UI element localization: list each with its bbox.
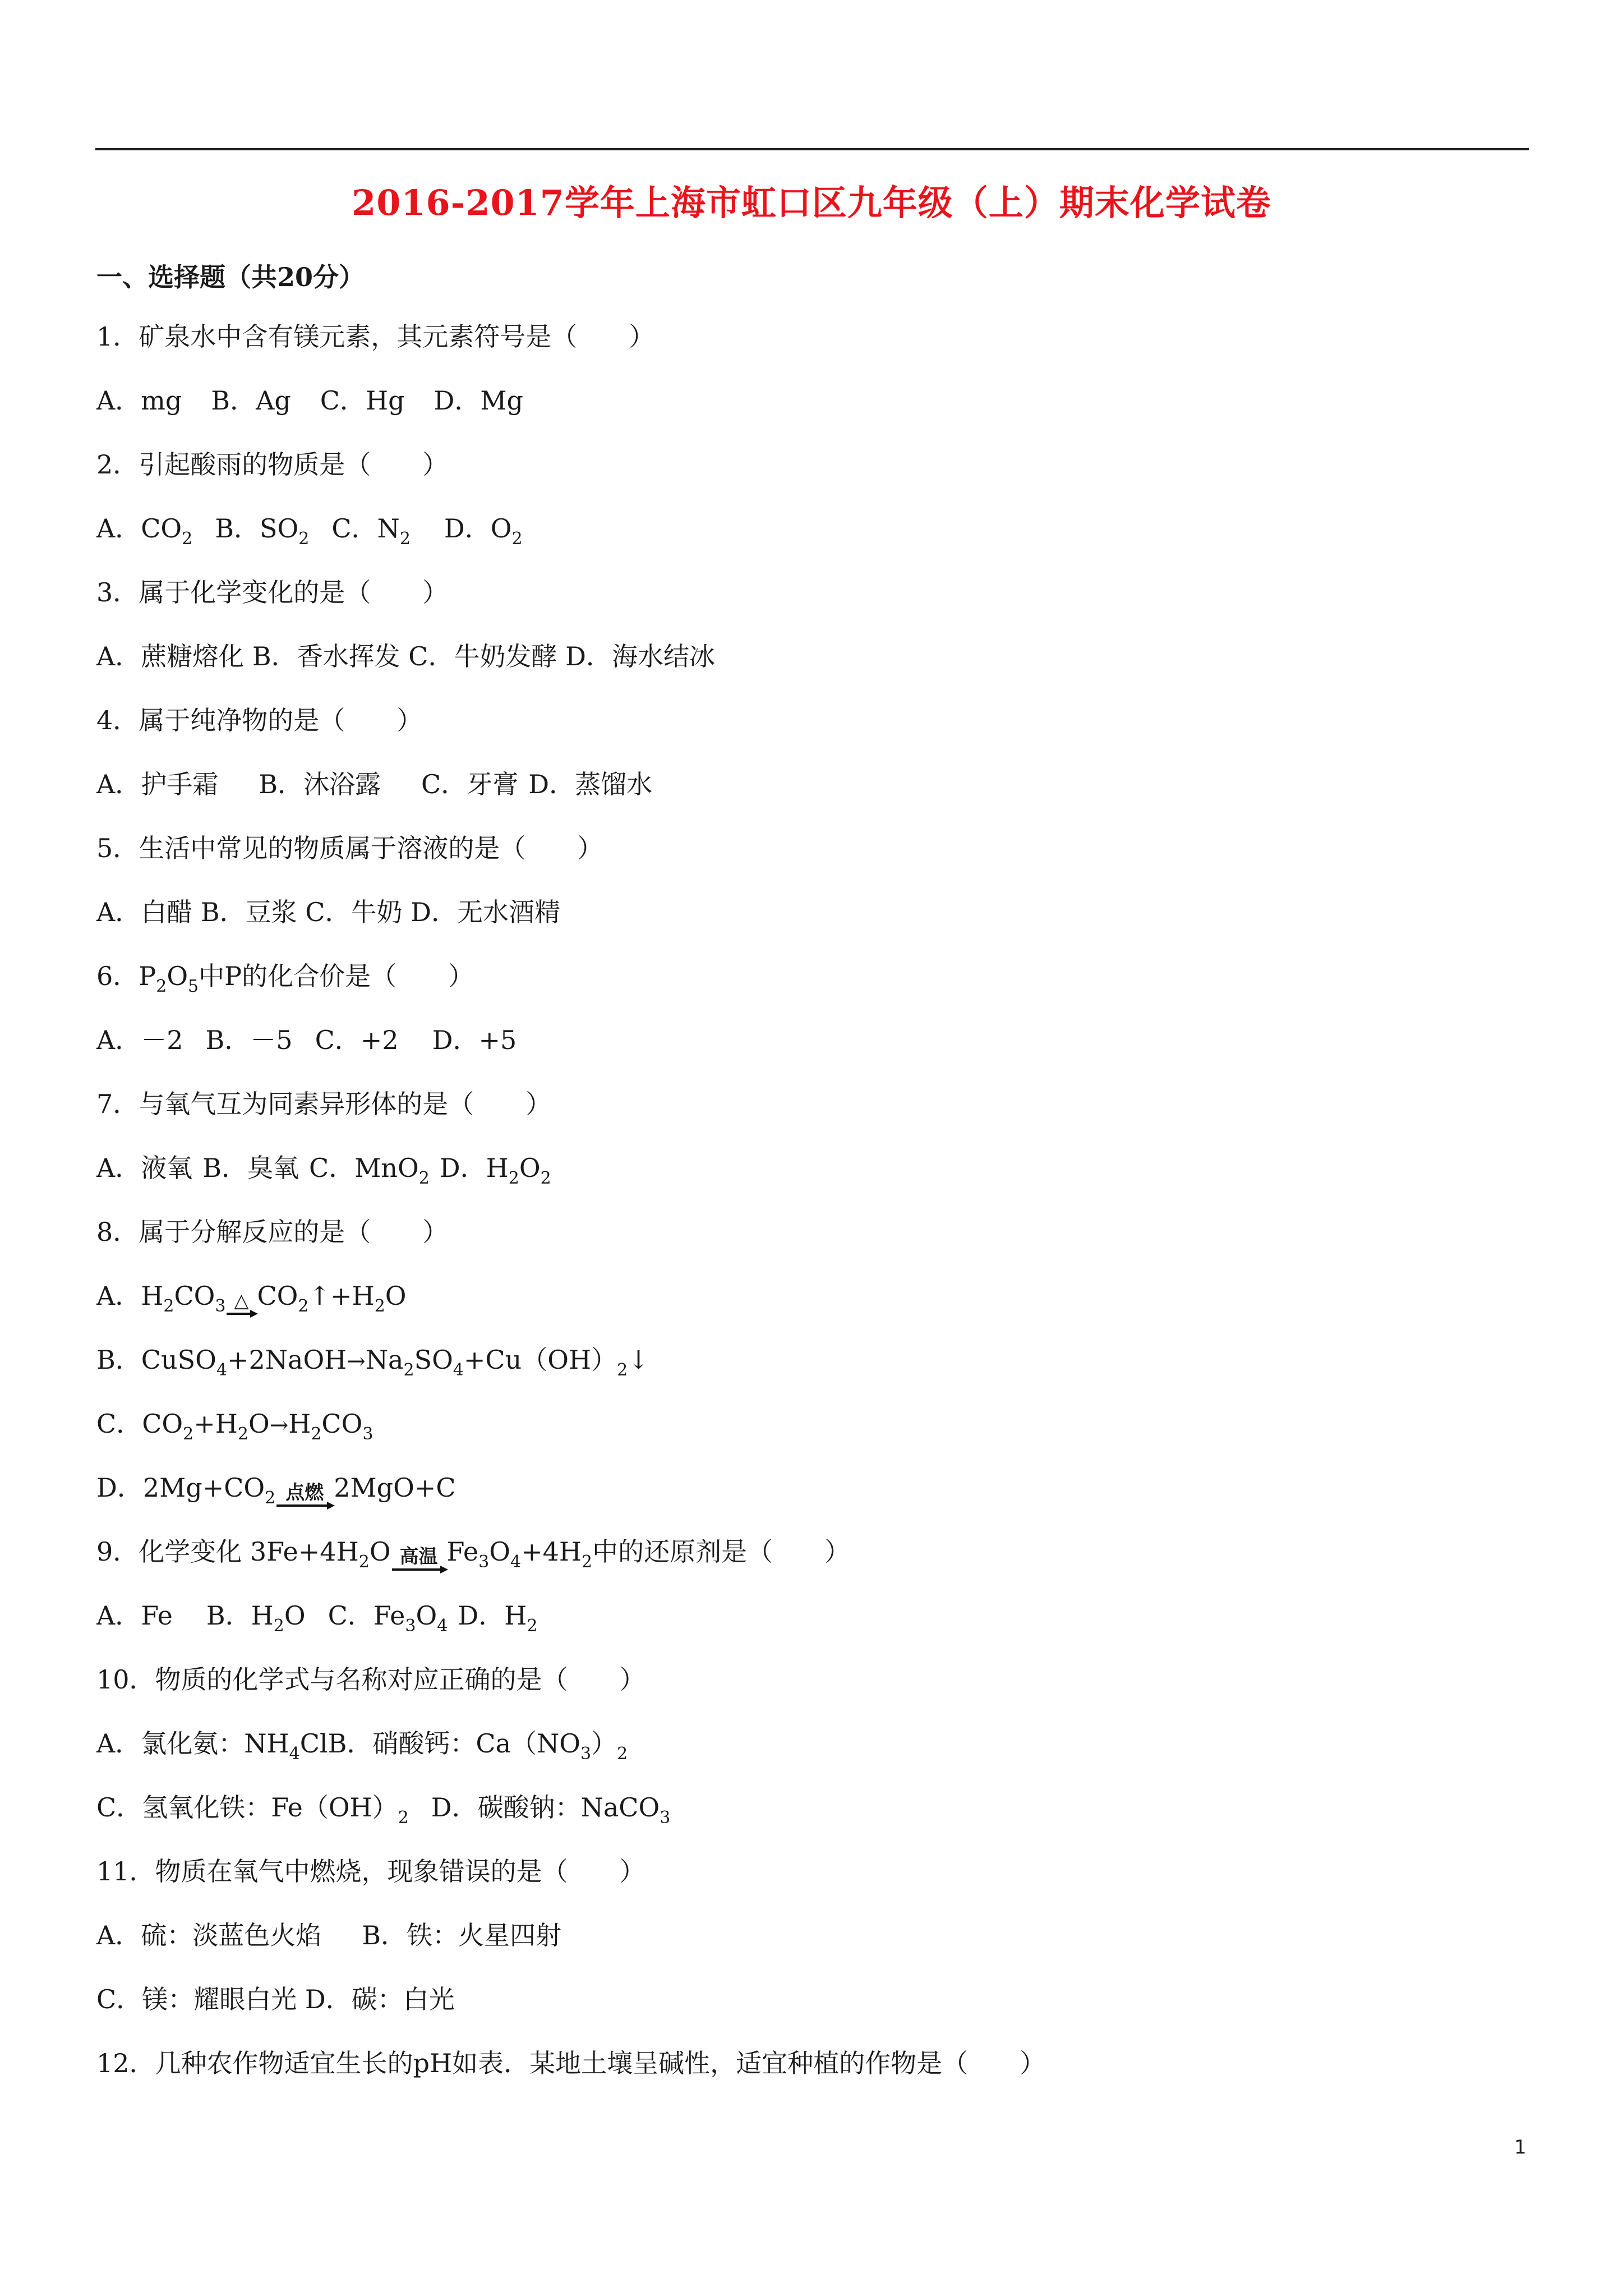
option-c[interactable]: C．MnO$_2$ (309, 1153, 430, 1188)
option-b[interactable]: B．Ag (211, 385, 291, 416)
question-6-stem: 6．$P_2O_5$中P的化合价是（ ） (96, 961, 474, 996)
question-4-stem: 4．属于纯净物的是（ ） (96, 705, 423, 735)
question-11-stem: 11．物质在氧气中燃烧，现象错误的是（ ） (96, 1856, 645, 1887)
question-1-stem: 1．矿泉水中含有镁元素，其元素符号是（ ） (96, 321, 655, 352)
option-a[interactable]: A．护手霜 (96, 769, 219, 799)
question-5-options[interactable]: A．白醋 B．豆浆 C．牛奶 D．无水酒精 (96, 897, 560, 927)
option-a[interactable]: A．mg (96, 385, 182, 416)
reaction-arrow-icon: → (347, 1349, 366, 1374)
question-3-stem: 3．属于化学变化的是（ ） (96, 577, 449, 608)
option-c[interactable]: C．+2 (315, 1025, 399, 1055)
question-5-stem: 5．生活中常见的物质属于溶液的是（ ） (96, 833, 603, 863)
option-b[interactable]: B．臭氧 (202, 1153, 299, 1183)
question-2-options (96, 512, 523, 556)
question-11-options-ab (96, 1918, 561, 1952)
question-7-options (96, 1151, 551, 1195)
option-c[interactable]: C．氢氧化铁：$Fe(OH)_2$ (96, 1792, 409, 1828)
question-12-stem: 12．几种农作物适宜生长的pH如表．某地土壤呈碱性，适宜种植的作物是（ ） (96, 2048, 1046, 2078)
option-a[interactable]: A．硫：淡蓝色火焰 (96, 1920, 322, 1950)
page-number: 1 (1514, 2136, 1527, 2159)
question-7-stem: 7．与氧气互为同素异形体的是（ ） (96, 1089, 552, 1119)
question-11-options-cd[interactable]: C．镁：耀眼白光 D．碳：白光 (96, 1984, 455, 2014)
question-9-options (96, 1599, 537, 1643)
question-10-options-cd (96, 1791, 670, 1835)
ignite-condition-arrow: 点燃 (276, 1482, 333, 1507)
option-a[interactable]: A．液氧 (96, 1153, 193, 1183)
reaction-arrow-icon: → (269, 1412, 289, 1438)
option-a[interactable]: A．－2 (96, 1025, 183, 1055)
option-c[interactable]: C．牙膏 (421, 769, 519, 799)
option-d[interactable]: D．Mg (434, 385, 523, 416)
option-d[interactable]: D．蒸馏水 (528, 769, 653, 799)
option-a[interactable]: A．$CO_2$ (96, 513, 193, 549)
option-b[interactable]: B．铁：火星四射 (362, 1920, 562, 1950)
option-d[interactable]: D．+5 (432, 1025, 517, 1055)
option-a[interactable]: A．氯化氨：$NH_4Cl$ (96, 1728, 328, 1764)
option-d[interactable]: D．$H_2$ (458, 1600, 538, 1636)
page-title: 2016-2017学年上海市虹口区九年级（上）期末化学试卷 (352, 182, 1271, 223)
option-c[interactable]: C．Hg (320, 385, 405, 416)
question-1-options (96, 384, 523, 417)
question-10-stem: 10．物质的化学式与名称对应正确的是（ ） (96, 1664, 645, 1695)
option-b[interactable]: B．$H_2O$ (206, 1600, 306, 1636)
option-d[interactable]: D．碳酸钠：NaCO$_3$ (431, 1792, 671, 1828)
heat-condition-arrow: △ (227, 1290, 256, 1315)
question-8-option-b[interactable]: B．$CuSO_4+2NaOH\to Na_2SO_4+Cu(OH)_2↓$ (96, 1345, 649, 1380)
section-heading: 一、选择题（共20分） (96, 262, 365, 292)
question-8-option-c[interactable]: C．$CO_2+H_2O\to H_2CO_3$ (96, 1409, 374, 1444)
option-b[interactable]: B．－5 (205, 1025, 293, 1055)
option-d[interactable]: D．$O_2$ (444, 513, 523, 549)
question-4-options (96, 767, 652, 801)
question-8-stem: 8．属于分解反应的是（ ） (96, 1217, 449, 1247)
header-rule (95, 148, 1529, 150)
question-8-option-d[interactable]: D．$2Mg+CO_2$ 点燃 2MgO+C (96, 1473, 456, 1508)
high-temperature-condition-arrow: 高温 (392, 1546, 446, 1571)
question-2-stem: 2．引起酸雨的物质是（ ） (96, 449, 449, 480)
question-9-stem: 9．化学变化 $3Fe+4H_2O$ 高温 $Fe_3O_4+4H_2$中的还原剂是（ ） (96, 1536, 851, 1572)
option-d[interactable]: D．$H_2O_2$ (439, 1153, 551, 1188)
question-3-options[interactable]: A．蔗糖熔化 B．香水挥发 C．牛奶发酵 D．海水结冰 (96, 641, 715, 671)
option-b[interactable]: B．硝酸钙：$Ca(NO_3)_2$ (328, 1728, 628, 1764)
question-10-options-ab (96, 1727, 628, 1771)
question-8-option-a[interactable]: A．$H_2CO_3$ △ $CO_2↑+H_2O$ (96, 1281, 407, 1316)
option-c[interactable]: C．$Fe_3O_4$ (328, 1600, 448, 1636)
option-c[interactable]: C．$N_2$ (331, 513, 411, 549)
gas-up-arrow-icon: ↑ (308, 1281, 331, 1311)
option-b[interactable]: B．$SO_2$ (215, 513, 310, 549)
precipitate-down-arrow-icon: ↓ (628, 1345, 649, 1375)
option-b[interactable]: B．沐浴露 (259, 769, 381, 799)
question-6-options (96, 1023, 517, 1057)
option-a[interactable]: A．Fe (96, 1600, 173, 1631)
